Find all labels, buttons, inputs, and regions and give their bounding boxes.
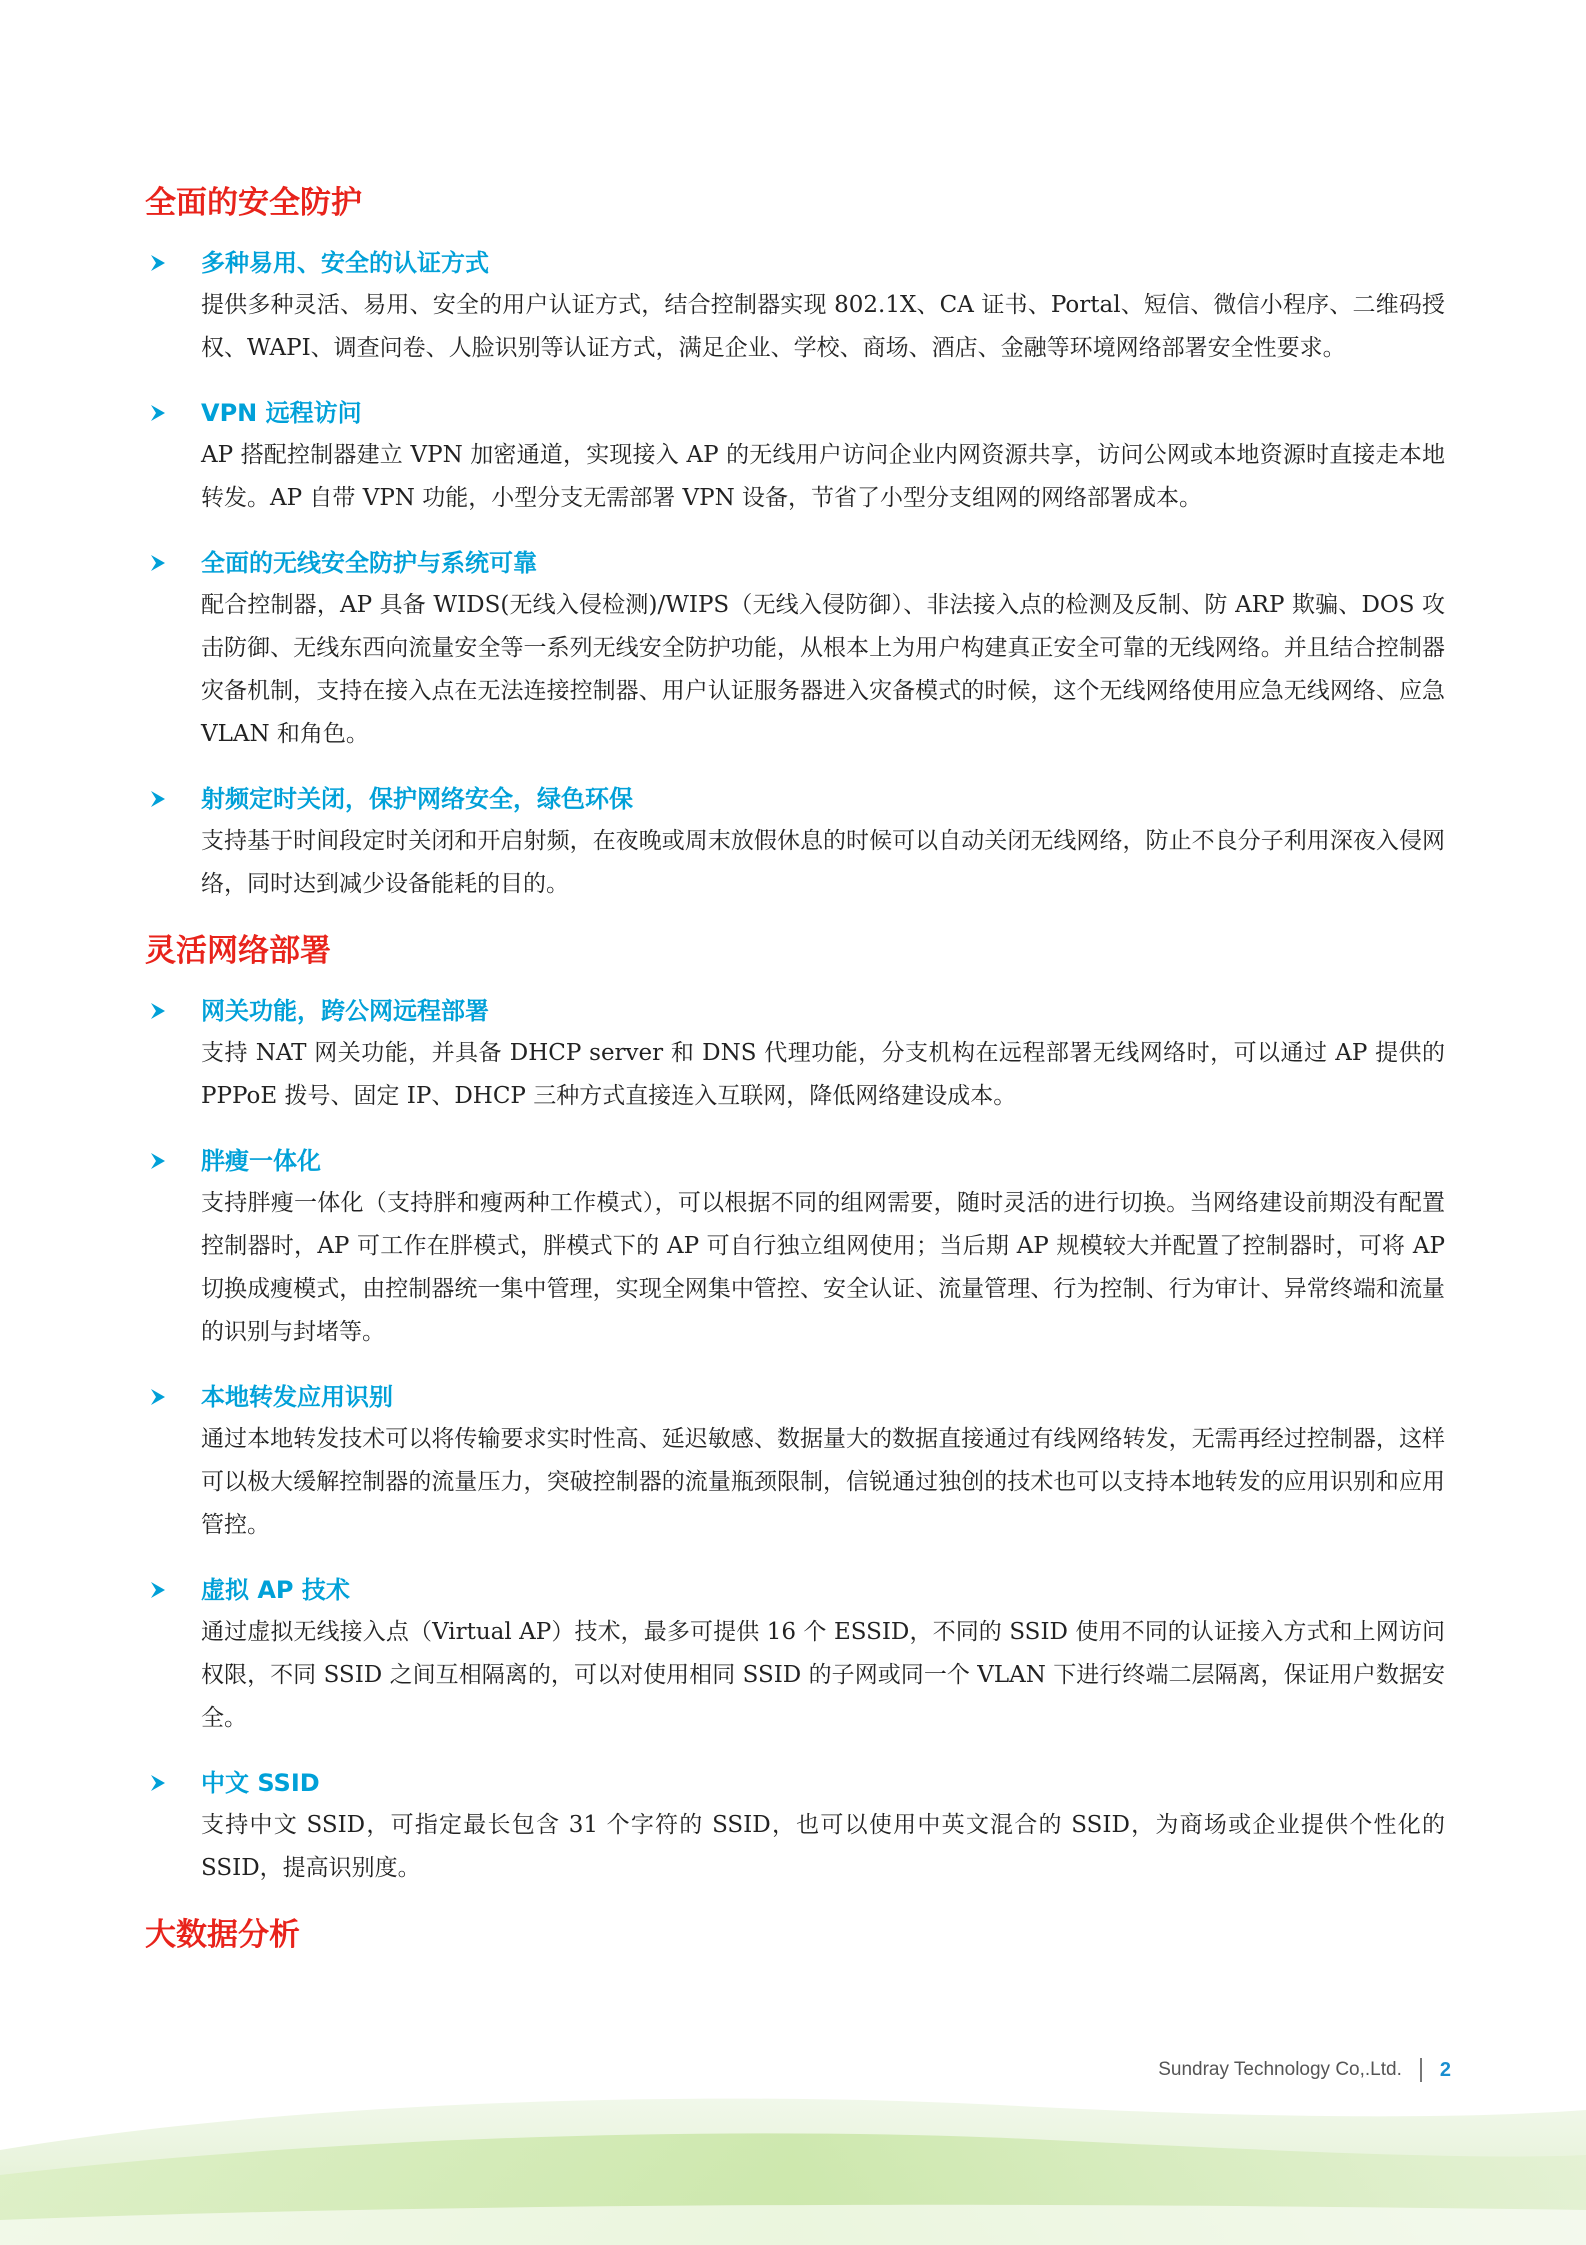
feature-description: 支持 NAT 网关功能，并具备 DHCP server 和 DNS 代理功能，分支机构在远程部署无线网络时，可以通过 AP 提供的 PPPoE 拨号、固定 IP、DHCP 三种方式直接连入互联网，降低网络建设成本。 <box>201 1040 1445 1109</box>
page-number: 2 <box>1439 2058 1451 2081</box>
decorative-wave-footer <box>0 2080 1586 2245</box>
arrow-bullet-icon <box>149 553 167 573</box>
feature-title: 全面的无线安全防护与系统可靠 <box>201 549 537 577</box>
feature-title: 本地转发应用识别 <box>201 1383 393 1411</box>
arrow-bullet-icon <box>149 1773 167 1793</box>
feature-description: 支持中文 SSID，可指定最长包含 31 个字符的 SSID，也可以使用中英文混合的 SSID，为商场或企业提供个性化的 SSID，提高识别度。 <box>201 1812 1445 1881</box>
feature-title: 中文 SSID <box>201 1769 320 1797</box>
arrow-bullet-icon <box>149 403 167 423</box>
feature-item <box>145 1569 1445 1740</box>
feature-title: 射频定时关闭，保护网络安全，绿色环保 <box>201 785 633 813</box>
feature-item <box>145 1376 1445 1547</box>
arrow-bullet-icon <box>149 1001 167 1021</box>
section-title: 大数据分析 <box>145 1917 300 1953</box>
feature-item <box>145 990 1445 1118</box>
page-footer <box>1158 2058 1451 2082</box>
feature-item <box>145 778 1445 906</box>
feature-item <box>145 542 1445 756</box>
feature-description: 通过本地转发技术可以将传输要求实时性高、延迟敏感、数据量大的数据直接通过有线网络转发，无需再经过控制器，这样可以极大缓解控制器的流量压力，突破控制器的流量瓶颈限制，信锐通过独创的技术也可以支持本地转发的应用识别和应用管控。 <box>201 1426 1445 1538</box>
section-title: 全面的安全防护 <box>145 185 362 221</box>
feature-title: 虚拟 AP 技术 <box>201 1576 350 1604</box>
feature-title: VPN 远程访问 <box>201 399 362 427</box>
feature-title: 多种易用、安全的认证方式 <box>201 249 489 277</box>
arrow-bullet-icon <box>149 1387 167 1407</box>
feature-description: 支持基于时间段定时关闭和开启射频，在夜晚或周末放假休息的时候可以自动关闭无线网络，防止不良分子利用深夜入侵网络，同时达到减少设备能耗的目的。 <box>201 828 1445 897</box>
feature-item <box>145 242 1445 370</box>
feature-item <box>145 1762 1445 1890</box>
arrow-bullet-icon <box>149 1151 167 1171</box>
footer-divider <box>1420 2058 1422 2082</box>
arrow-bullet-icon <box>149 253 167 273</box>
feature-item <box>145 392 1445 520</box>
feature-description: AP 搭配控制器建立 VPN 加密通道，实现接入 AP 的无线用户访问企业内网资源共享，访问公网或本地资源时直接走本地转发。AP 自带 VPN 功能，小型分支无需部署 VPN 设备，节省了小型分支组网的网络部署成本。 <box>201 442 1445 511</box>
arrow-bullet-icon <box>149 1580 167 1600</box>
feature-description: 通过虚拟无线接入点（Virtual AP）技术，最多可提供 16 个 ESSID，不同的 SSID 使用不同的认证接入方式和上网访问权限，不同 SSID 之间互相隔离的，可以对使用相同 SSID 的子网或同一个 VLAN 下进行终端二层隔离，保证用户数据安全。 <box>201 1619 1445 1731</box>
arrow-bullet-icon <box>149 789 167 809</box>
feature-description: 支持胖瘦一体化（支持胖和瘦两种工作模式），可以根据不同的组网需要，随时灵活的进行切换。当网络建设前期没有配置控制器时，AP 可工作在胖模式，胖模式下的 AP 可自行独立组网使用；当后期 AP 规模较大并配置了控制器时，可将 AP 切换成瘦模式，由控制器统一集中管理，实现全网集中管控、安全认证、流量管理、行为控制、行为审计、异常终端和流量的识别与封堵等。 <box>201 1190 1445 1345</box>
feature-item <box>145 1140 1445 1354</box>
feature-description: 提供多种灵活、易用、安全的用户认证方式，结合控制器实现 802.1X、CA 证书、Portal、短信、微信小程序、二维码授权、WAPI、调查问卷、人脸识别等认证方式，满足企业、学校、商场、酒店、金融等环境网络部署安全性要求。 <box>201 292 1445 361</box>
feature-title: 胖瘦一体化 <box>201 1147 321 1175</box>
document-content <box>145 180 1445 1974</box>
feature-title: 网关功能，跨公网远程部署 <box>201 997 489 1025</box>
section-title: 灵活网络部署 <box>145 933 331 969</box>
company-name: Sundray Technology Co,.Ltd. <box>1158 2059 1402 2080</box>
feature-description: 配合控制器，AP 具备 WIDS(无线入侵检测)/WIPS（无线入侵防御）、非法接入点的检测及反制、防 ARP 欺骗、DOS 攻击防御、无线东西向流量安全等一系列无线安全防护功能，从根本上为用户构建真正安全可靠的无线网络。并且结合控制器灾备机制，支持在接入点在无法连接控制器、用户认证服务器进入灾备模式的时候，这个无线网络使用应急无线网络、应急 VLAN 和角色。 <box>201 592 1445 747</box>
